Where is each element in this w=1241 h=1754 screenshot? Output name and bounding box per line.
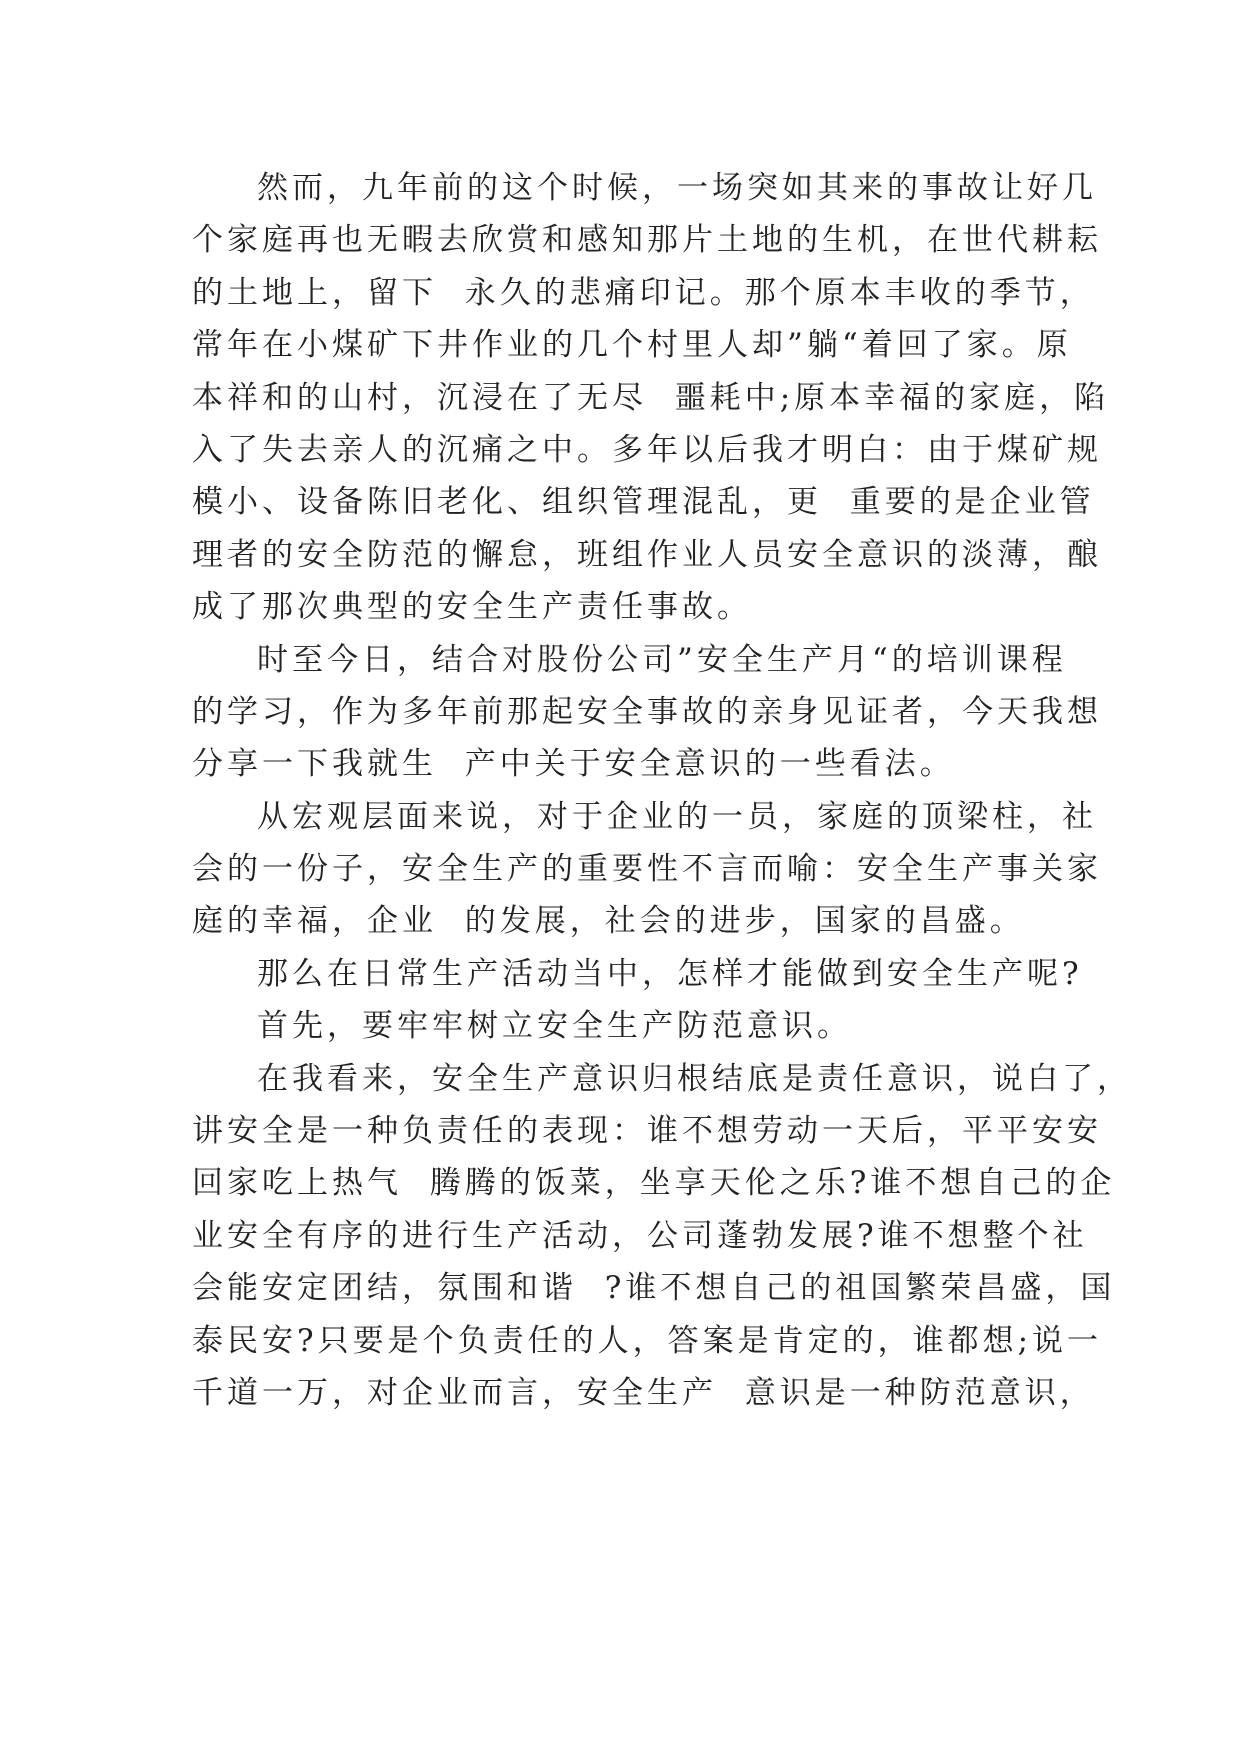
text-line: 那么在日常生产活动当中，怎样才能做到安全生产呢? <box>257 955 1083 992</box>
text-line: 入了失去亲人的沉痛之中。多年以后我才明白：由于煤矿规 <box>192 431 1102 468</box>
text-line: 理者的安全防范的懈怠，班组作业人员安全意识的淡薄，酿 <box>192 536 1102 573</box>
text-line: 的土地上，留下 永久的悲痛印记。那个原本丰收的季节， <box>192 274 1095 311</box>
text-line: 庭的幸福，企业 的发展，社会的进步，国家的昌盛。 <box>192 903 1025 940</box>
text-line: 模小、设备陈旧老化、组织管理混乱，更 重要的是企业管 <box>192 484 1095 521</box>
text-line: 讲安全是一种负责任的表现：谁不想劳动一天后，平平安安 <box>192 1113 1102 1150</box>
text-line: 回家吃上热气 腾腾的饭菜，坐享天伦之乐?谁不想自己的企 <box>192 1165 1116 1202</box>
text-line: 时至今日，结合对股份公司”安全生产月“的培训课程 <box>257 641 1067 678</box>
text-line: 会能安定团结，氛围和谐 ?谁不想自己的祖国繁荣昌盛，国 <box>192 1270 1116 1307</box>
text-line: 的学习，作为多年前那起安全事故的亲身见证者，今天我想 <box>192 693 1102 730</box>
text-line: 分享一下我就生 产中关于安全意识的一些看法。 <box>192 746 955 783</box>
text-line: 首先，要牢牢树立安全生产防范意识。 <box>257 1008 852 1045</box>
text-line: 业安全有序的进行生产活动，公司蓬勃发展?谁不想整个社 <box>192 1217 1088 1254</box>
text-line: 在我看来，安全生产意识归根结底是责任意识，说白了， <box>257 1060 1132 1097</box>
text-line: 成了那次典型的安全生产责任事故。 <box>192 589 752 626</box>
document-body <box>192 162 1132 1419</box>
text-line: 然而，九年前的这个时候，一场突如其来的事故让好几 <box>257 170 1097 206</box>
text-line: 会的一份子，安全生产的重要性不言而喻：安全生产事关家 <box>192 851 1102 888</box>
text-line: 常年在小煤矿下井作业的几个村里人却”躺“着回了家。原 <box>192 327 1072 364</box>
text-line: 个家庭再也无暇去欣赏和感知那片土地的生机，在世代耕耘 <box>192 222 1102 259</box>
text-line: 本祥和的山村，沉浸在了无尽 噩耗中;原本幸福的家庭，陷 <box>192 379 1110 416</box>
text-line: 泰民安?只要是个负责任的人，答案是肯定的，谁都想;说一 <box>192 1322 1103 1359</box>
text-line: 千道一万，对企业而言，安全生产 意识是一种防范意识， <box>192 1374 1095 1411</box>
text-line: 从宏观层面来说，对于企业的一员，家庭的顶梁柱，社 <box>257 798 1097 835</box>
